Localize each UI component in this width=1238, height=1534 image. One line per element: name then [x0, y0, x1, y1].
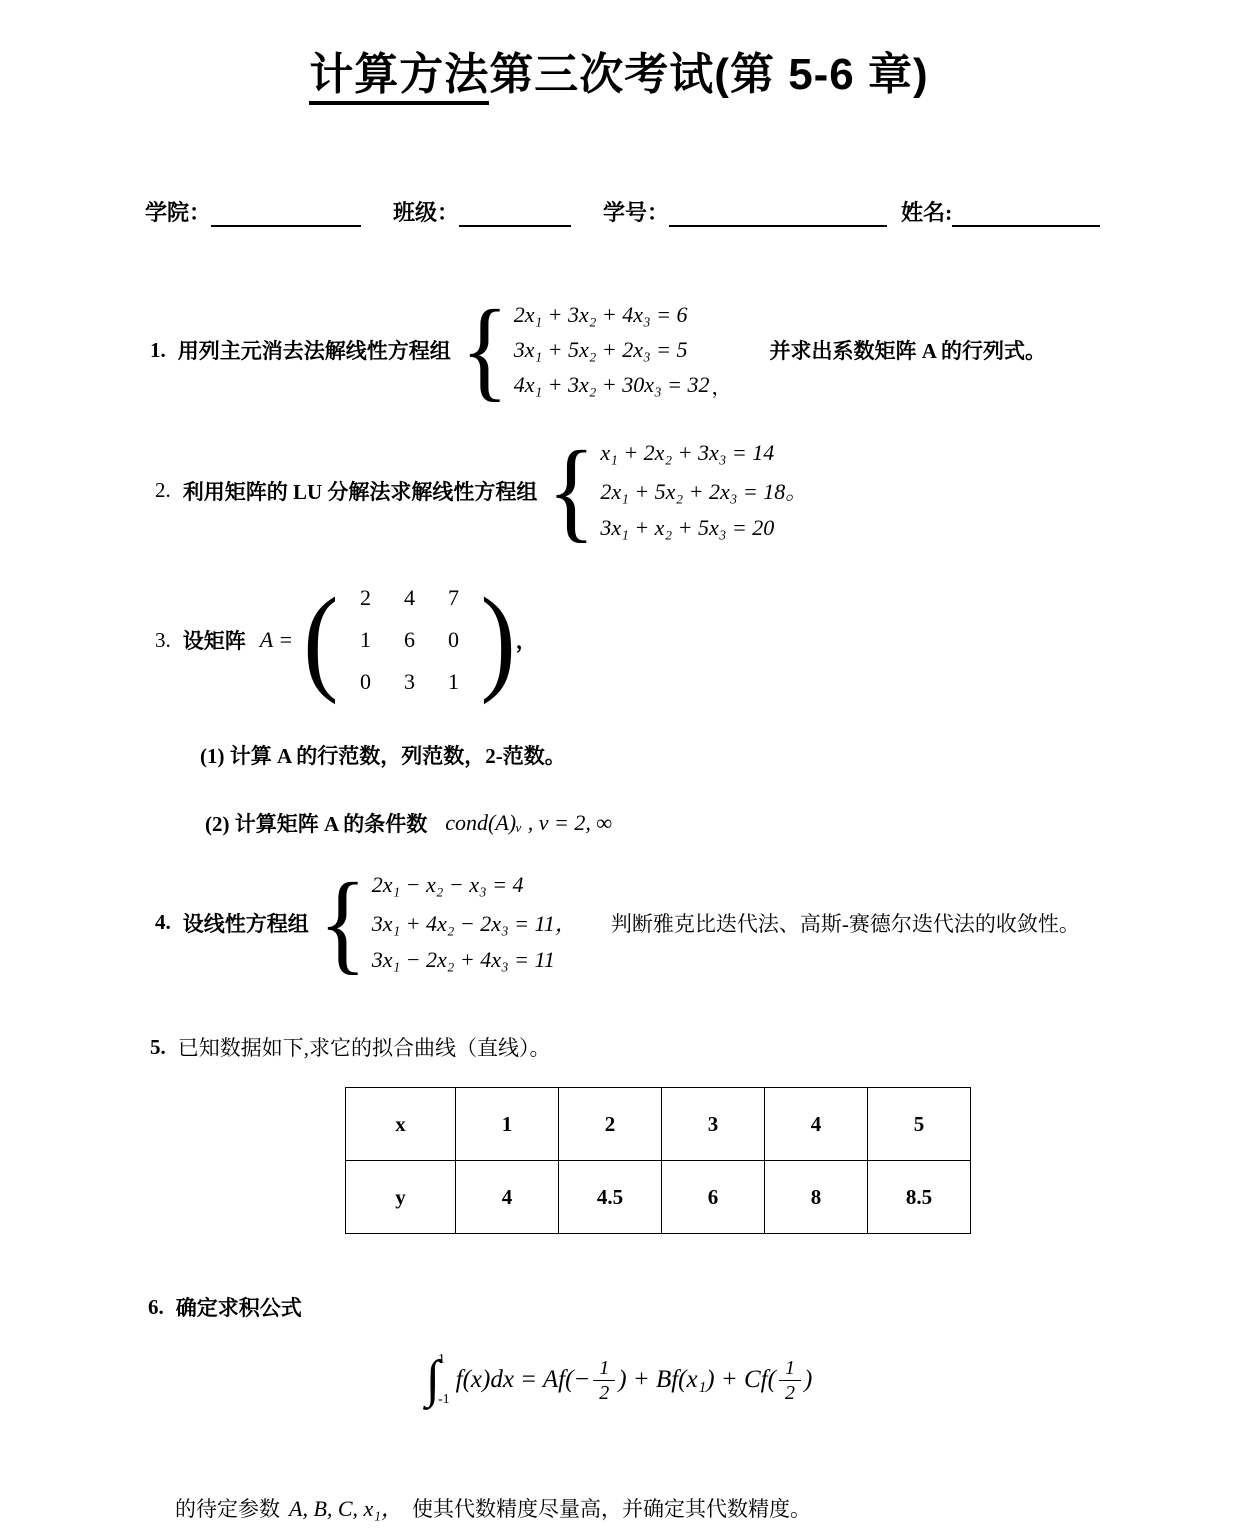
equation: 2x₁ + 3x₂ + 4x₃ = 6 [513, 302, 688, 327]
question-2 [155, 427, 817, 553]
question-5 [150, 1032, 551, 1062]
equation: 2x₁ + 5x₂ + 2x₃ = 18。 [600, 479, 808, 504]
title-underlined-text: 计算方法 [309, 50, 489, 105]
question-4-prompt: 设线性方程组 [182, 911, 309, 936]
equation: 3x₁ + 4x₂ − 2x₃ = 11， [371, 911, 577, 936]
table-cell: 3 [662, 1088, 765, 1161]
equation-list [514, 302, 710, 398]
integral-lower-limit: -1 [437, 1392, 450, 1407]
student-id-blank [669, 201, 887, 227]
integral-limits [438, 1352, 450, 1408]
question-6-prompt: 确定求积公式 [175, 1296, 302, 1320]
integral-glyph: ∫ [425, 1351, 440, 1408]
question-5-prompt: 已知数据如下,求它的拟合曲线（直线）。 [177, 1036, 551, 1060]
right-paren: ) [480, 573, 516, 705]
title-rest-text: 第三次考试(第 5-6 章) [489, 50, 929, 99]
page-title [0, 38, 1238, 102]
left-brace: { [460, 287, 509, 412]
fraction-numerator: 1 [779, 1356, 801, 1381]
table-cell: 8.5 [868, 1161, 971, 1234]
formula-part-3: ) [803, 1366, 813, 1393]
question-1 [150, 287, 1047, 412]
table-cell: 4 [765, 1088, 868, 1161]
question-4-equation-system [318, 859, 577, 985]
table-cell: 8 [765, 1161, 868, 1234]
equation: 3x₁ − 2x₂ + 4x₃ = 11 [371, 947, 555, 972]
question-3-sub-1-text: (1) 计算 A 的行范数，列范数，2-范数。 [200, 744, 566, 768]
question-3-number: 3. [155, 627, 171, 652]
matrix-cell: 2 [359, 585, 371, 610]
equation-list [372, 872, 577, 973]
fraction-numerator: 1 [593, 1356, 615, 1381]
left-brace: { [318, 859, 367, 985]
table-cell: 6 [662, 1161, 765, 1234]
question-3-sub-1 [200, 740, 566, 770]
matrix-cell: 7 [447, 585, 459, 610]
question-1-suffix: 并求出系数矩阵 A 的行列式。 [769, 339, 1047, 363]
question-1-prompt: 用列主元消去法解线性方程组 [177, 339, 451, 363]
student-info-row [145, 196, 1100, 227]
system-trailing-comma: ， [711, 377, 732, 399]
matrix-lhs: A = [259, 627, 294, 652]
matrix-cells [343, 585, 475, 695]
question-4-number: 4. [155, 910, 171, 934]
footer-parameters: A, B, C, x₁， [289, 1496, 403, 1521]
integral-sign [426, 1352, 450, 1408]
question-1-number: 1. [150, 337, 166, 362]
formula-part-2: ) + Bf(x₁) + Cf( [618, 1366, 776, 1393]
question-6-number: 6. [148, 1294, 164, 1319]
table-cell: 1 [456, 1088, 559, 1161]
question-2-prompt: 利用矩阵的 LU 分解法求解线性方程组 [182, 479, 538, 504]
table-cell: 4.5 [559, 1161, 662, 1234]
question-2-equation-system [547, 427, 808, 553]
equation: 4x₁ + 3x₂ + 30x₃ = 32 [513, 372, 710, 397]
matrix-cell: 3 [403, 669, 415, 694]
quadrature-formula [0, 1352, 1238, 1408]
question-4-suffix: 判断雅克比迭代法、高斯-赛德尔迭代法的收敛性。 [610, 911, 1080, 936]
name-label: 姓名: [901, 200, 953, 225]
table-row-x [346, 1088, 971, 1161]
student-id-label: 学号： [603, 200, 670, 225]
school-label: 学院： [145, 200, 212, 225]
question-6 [148, 1292, 302, 1322]
matrix-cell: 0 [359, 669, 371, 694]
question-1-equation-system [460, 287, 732, 412]
question-3 [155, 573, 537, 705]
left-paren: ( [303, 573, 339, 705]
question-4 [155, 859, 1080, 985]
table-cell: 2 [559, 1088, 662, 1161]
table-cell: 5 [868, 1088, 971, 1161]
left-brace: { [547, 427, 596, 553]
fraction-one-half [779, 1356, 801, 1405]
table-row-y [346, 1161, 971, 1234]
equation: 3x₁ + x₂ + 5x₃ = 20 [600, 515, 775, 540]
matrix-cell: 4 [403, 585, 415, 610]
question-3-trailing-comma: ， [515, 629, 537, 653]
table-cell: 4 [456, 1161, 559, 1234]
data-table [345, 1087, 971, 1234]
equation: x₁ + 2x₂ + 3x₃ = 14 [600, 440, 775, 465]
matrix-cell: 0 [447, 627, 459, 652]
matrix-cell: 1 [359, 627, 371, 652]
fraction-denominator: 2 [599, 1381, 610, 1404]
question-6-footer [175, 1492, 811, 1523]
class-label: 班级： [393, 200, 460, 225]
question-3-sub-2-label: (2) 计算矩阵 A 的条件数 [205, 812, 428, 836]
formula-part-1: f(x)dx = Af(− [455, 1366, 591, 1393]
integral-upper-limit: 1 [437, 1352, 445, 1367]
school-blank [211, 201, 361, 227]
question-2-number: 2. [155, 478, 171, 502]
footer-text-pre: 的待定参数 [175, 1496, 280, 1521]
condition-number-expression: cond(A)ᵥ , v = 2, ∞ [445, 810, 613, 835]
fraction-one-half [593, 1356, 615, 1405]
question-3-sub-2 [205, 808, 612, 838]
equation: 2x₁ − x₂ − x₃ = 4 [371, 872, 524, 897]
table-cell: y [346, 1161, 456, 1234]
class-blank [459, 201, 571, 227]
question-3-prompt: 设矩阵 [182, 629, 246, 653]
name-blank [952, 201, 1100, 227]
question-5-number: 5. [150, 1034, 166, 1059]
table-cell: x [346, 1088, 456, 1161]
footer-text-post: 使其代数精度尽量高，并确定其代数精度。 [411, 1496, 811, 1521]
equation-list [600, 440, 807, 541]
fraction-denominator: 2 [784, 1381, 795, 1404]
matrix-a [303, 573, 516, 705]
equation: 3x₁ + 5x₂ + 2x₃ = 5 [513, 337, 688, 362]
matrix-cell: 6 [403, 627, 415, 652]
matrix-cell: 1 [447, 669, 459, 694]
